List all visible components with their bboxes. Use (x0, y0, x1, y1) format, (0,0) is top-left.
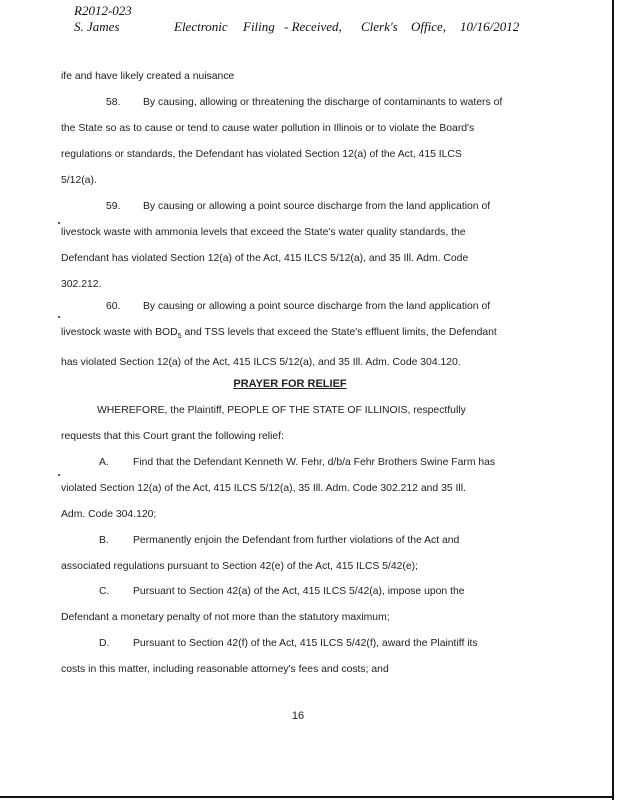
scan-border-bottom (0, 796, 614, 798)
continuation-text: ife and have likely created a nuisance (61, 71, 235, 82)
wherefore-line-2: requests that this Court grant the following relief: (61, 431, 284, 442)
relief-item-b-line-1: Permanently enjoin the Defendant from further violations of the Act and (133, 535, 460, 546)
relief-item-d (61, 631, 531, 683)
relief-item-c-letter: C. (99, 586, 110, 597)
paragraph-59-line-2: livestock waste with ammonia levels that exceed the State's water quality standards, the (61, 227, 466, 238)
page-number: 16 (291, 710, 305, 722)
relief-item-a (61, 450, 531, 528)
paragraph-60 (61, 294, 531, 376)
scan-speck (58, 222, 60, 224)
relief-item-a-line-2: violated Section 12(a) of the Act, 415 ILCS 5/12(a), 35 Ill. Adm. Code 302.212 and 35 Ill. (61, 483, 466, 494)
stamp-word-received: - Received, (284, 19, 342, 34)
relief-item-b (61, 528, 531, 580)
paragraph-60-line-2 (61, 320, 531, 350)
scan-speck (58, 474, 60, 476)
paragraph-58-line-4: 5/12(a). (61, 175, 97, 186)
paragraph-60-line-2-post: and TSS levels that exceed the State's effluent limits, the Defendant (181, 327, 497, 338)
stamp-word-office: Office, (411, 19, 447, 34)
stamp-name: S. James (74, 19, 120, 34)
paragraph-58 (61, 90, 531, 194)
paragraph-59-line-1: By causing or allowing a point source discharge from the land application of (143, 201, 491, 212)
paragraph-58-number: 58. (106, 97, 121, 108)
continuation-line (61, 64, 531, 90)
relief-item-d-letter: D. (99, 638, 110, 649)
stamp-word-electronic: Electronic (174, 19, 228, 34)
bod-subscript: 5 (177, 333, 182, 341)
paragraph-60-line-3: has violated Section 12(a) of the Act, 415 ILCS 5/12(a), and 35 Ill. Adm. Code 304.120. (61, 357, 461, 369)
relief-item-d-line-2: costs in this matter, including reasonable attorney's fees and costs; and (61, 664, 389, 675)
relief-item-b-line-2: associated regulations pursuant to Section 42(e) of the Act, 415 ILCS 5/42(e); (61, 561, 418, 572)
stamp-date: 10/16/2012 (460, 19, 520, 34)
relief-item-a-letter: A. (99, 457, 109, 468)
paragraph-60-line-1: By causing or allowing a point source discharge from the land application of (143, 301, 491, 312)
paragraph-59-line-3: Defendant has violated Section 12(a) of the Act, 415 ILCS 5/12(a), and 35 Ill. Adm. Code (61, 253, 469, 264)
scan-speck (58, 316, 60, 318)
relief-item-a-line-3: Adm. Code 304.120; (61, 509, 157, 520)
wherefore-line-1: WHEREFORE, the Plaintiff, PEOPLE OF THE STATE OF ILLINOIS, respectfully (97, 405, 466, 416)
relief-item-b-letter: B. (99, 535, 109, 546)
relief-item-d-line-1: Pursuant to Section 42(f) of the Act, 415 ILCS 5/42(f), award the Plaintiff its (133, 638, 478, 649)
paragraph-59-number: 59. (106, 201, 121, 212)
relief-item-c-line-1: Pursuant to Section 42(a) of the Act, 415 ILCS 5/42(a), impose upon the (133, 586, 465, 597)
stamp-word-filing: Filing (243, 19, 275, 34)
paragraph-59-line-4: 302.212. (61, 279, 102, 290)
stamp-case-number: R2012-023 (74, 3, 132, 18)
wherefore-paragraph (61, 398, 531, 450)
paragraph-58-line-1: By causing, allowing or threatening the discharge of contaminants to waters of (143, 97, 503, 108)
stamp-word-clerks: Clerk's (361, 19, 398, 34)
paragraph-60-line-2-pre: livestock waste with BOD (61, 327, 178, 338)
paragraph-58-line-2: the State so as to cause or tend to cause water pollution in Illinois or to violate the Board's (61, 123, 475, 134)
relief-item-a-line-1: Find that the Defendant Kenneth W. Fehr, d/b/a Fehr Brothers Swine Farm has (133, 457, 496, 468)
prayer-for-relief-heading: PRAYER FOR RELIEF (233, 378, 347, 390)
scan-border-right (612, 0, 614, 800)
relief-item-c-line-2: Defendant a monetary penalty of not more than the statutory maximum; (61, 612, 390, 623)
paragraph-58-line-3: regulations or standards, the Defendant has violated Section 12(a) of the Act, 415 ILCS (61, 149, 462, 160)
paragraph-60-number: 60. (106, 301, 121, 312)
paragraph-59 (61, 194, 531, 298)
relief-item-c (61, 579, 531, 631)
